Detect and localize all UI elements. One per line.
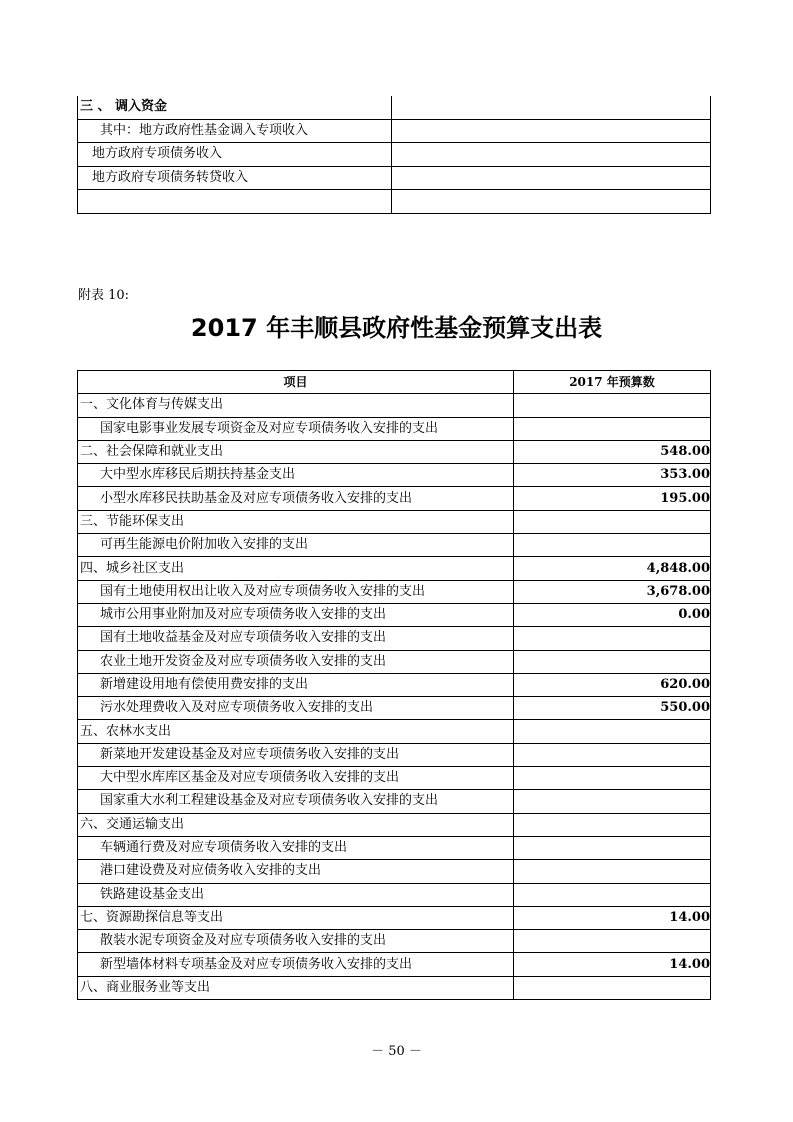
category-row [78, 440, 711, 463]
row-value: 14.00 [514, 953, 711, 976]
table-header-row [78, 371, 711, 394]
appendix-label: 附表 10: [78, 288, 130, 303]
category-row [78, 557, 711, 580]
row-label: 三、节能环保支出 [78, 510, 514, 533]
fund-expenditure-table [77, 370, 711, 1000]
row-value [514, 510, 711, 533]
row-value: 0.00 [514, 603, 711, 626]
item-row [78, 883, 711, 906]
row-value [514, 767, 711, 790]
row-value [392, 143, 711, 167]
row-label: 国家电影事业发展专项资金及对应专项债务收入安排的支出 [78, 417, 514, 440]
row-label [78, 190, 392, 214]
row-label: 国有土地收益基金及对应专项债务收入安排的支出 [78, 627, 514, 650]
table-row [78, 119, 711, 143]
row-label: 港口建设费及对应债务收入安排的支出 [78, 860, 514, 883]
item-row [78, 464, 711, 487]
row-value: 620.00 [514, 673, 711, 696]
item-row [78, 487, 711, 510]
row-value: 353.00 [514, 464, 711, 487]
row-label: 铁路建设基金支出 [78, 883, 514, 906]
item-row [78, 930, 711, 953]
item-row [78, 603, 711, 626]
row-label: 国有土地使用权出让收入及对应专项债务收入安排的支出 [78, 580, 514, 603]
category-row [78, 813, 711, 836]
item-row [78, 860, 711, 883]
row-label: 农业土地开发资金及对应专项债务收入安排的支出 [78, 650, 514, 673]
row-value [514, 743, 711, 766]
row-label: 可再生能源电价附加收入安排的支出 [78, 534, 514, 557]
row-value: 548.00 [514, 440, 711, 463]
row-value: 195.00 [514, 487, 711, 510]
item-row [78, 953, 711, 976]
item-row [78, 697, 711, 720]
category-row [78, 720, 711, 743]
row-label: 车辆通行费及对应专项债务收入安排的支出 [78, 836, 514, 859]
row-label: 散装水泥专项资金及对应专项债务收入安排的支出 [78, 930, 514, 953]
item-row [78, 673, 711, 696]
row-value [514, 720, 711, 743]
category-row [78, 976, 711, 999]
row-label: 大中型水库库区基金及对应专项债务收入安排的支出 [78, 767, 514, 790]
row-value [514, 860, 711, 883]
item-row [78, 627, 711, 650]
row-value [392, 96, 711, 119]
row-label: 新增建设用地有偿使用费安排的支出 [78, 673, 514, 696]
row-value [514, 930, 711, 953]
row-label: 大中型水库移民后期扶持基金支出 [78, 464, 514, 487]
category-row [78, 510, 711, 533]
page-number: － 50 － [371, 1044, 422, 1059]
row-value [514, 790, 711, 813]
row-label: 国家重大水利工程建设基金及对应专项债务收入安排的支出 [78, 790, 514, 813]
row-label: 五、农林水支出 [78, 720, 514, 743]
row-value [514, 394, 711, 417]
row-label: 八、商业服务业等支出 [78, 976, 514, 999]
row-value [514, 627, 711, 650]
header-budget: 2017 年预算数 [514, 371, 711, 394]
row-label: 四、城乡社区支出 [78, 557, 514, 580]
item-row [78, 743, 711, 766]
row-label: 七、资源勘探信息等支出 [78, 906, 514, 929]
row-value [514, 883, 711, 906]
continued-revenue-table [77, 96, 711, 214]
table-row [78, 143, 711, 167]
row-value [392, 190, 711, 214]
row-label: 六、交通运输支出 [78, 813, 514, 836]
row-value [514, 976, 711, 999]
row-label: 小型水库移民扶助基金及对应专项债务收入安排的支出 [78, 487, 514, 510]
item-row [78, 767, 711, 790]
row-value: 14.00 [514, 906, 711, 929]
row-value [514, 813, 711, 836]
page-title: 2017 年丰顺县政府性基金预算支出表 [190, 314, 603, 342]
row-value [392, 119, 711, 143]
row-value [392, 166, 711, 190]
row-value [514, 534, 711, 557]
row-value [514, 650, 711, 673]
table-row [78, 190, 711, 214]
item-row [78, 790, 711, 813]
row-label: 新菜地开发建设基金及对应专项债务收入安排的支出 [78, 743, 514, 766]
row-label: 城市公用事业附加及对应专项债务收入安排的支出 [78, 603, 514, 626]
row-label: 三 、 调入资金 [78, 96, 392, 119]
header-item: 项目 [78, 371, 514, 394]
row-label: 地方政府专项债务收入 [78, 143, 392, 167]
row-label: 其中：地方政府性基金调入专项收入 [78, 119, 392, 143]
item-row [78, 417, 711, 440]
table-row [78, 96, 711, 119]
row-label: 一、文化体育与传媒支出 [78, 394, 514, 417]
item-row [78, 836, 711, 859]
table-row [78, 166, 711, 190]
item-row [78, 534, 711, 557]
row-label: 地方政府专项债务转贷收入 [78, 166, 392, 190]
row-label: 二、社会保障和就业支出 [78, 440, 514, 463]
row-value: 3,678.00 [514, 580, 711, 603]
row-value [514, 417, 711, 440]
row-value: 550.00 [514, 697, 711, 720]
row-value [514, 836, 711, 859]
row-label: 新型墙体材料专项基金及对应专项债务收入安排的支出 [78, 953, 514, 976]
row-value: 4,848.00 [514, 557, 711, 580]
category-row [78, 394, 711, 417]
item-row [78, 650, 711, 673]
row-label: 污水处理费收入及对应专项债务收入安排的支出 [78, 697, 514, 720]
item-row [78, 580, 711, 603]
category-row [78, 906, 711, 929]
